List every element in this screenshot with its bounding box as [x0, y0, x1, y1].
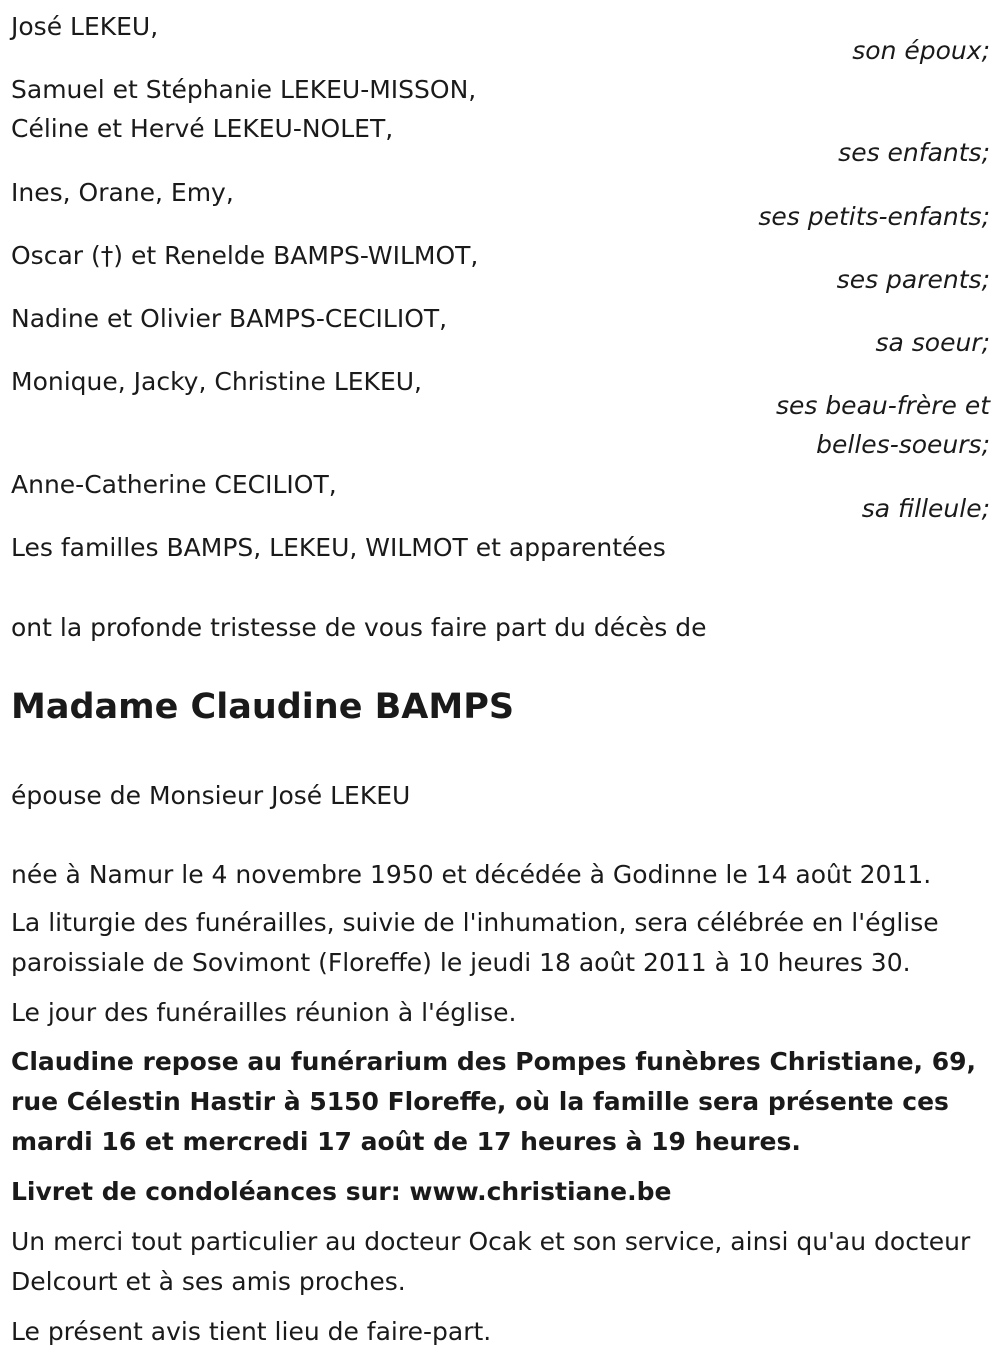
deceased-name: Madame Claudine BAMPS — [11, 687, 515, 727]
extended-families: Les familles BAMPS, LEKEU, WILMOT et apparentées — [11, 533, 666, 562]
grandchildren-role: ses petits-enfants; — [758, 202, 990, 231]
in-laws-role-line-2: belles-soeurs; — [816, 430, 990, 459]
funerarium-info: Claudine repose au funérarium des Pompes funèbres Christiane, 69, rue Célestin Hastir à 5150 Floreffe, où la famille sera présente ces mardi 16 et mercredi 17 août de 17 heures à 19 heures. — [11, 1047, 977, 1156]
thanks-message: Un merci tout particulier au docteur Ocak et son service, ainsi qu'au docteur Delcourt et à ses amis proches. — [11, 1227, 971, 1296]
in-laws-role-line-1: ses beau-frère et — [775, 391, 990, 420]
children-role: ses enfants; — [838, 138, 990, 167]
notice-text: Le présent avis tient lieu de faire-part. — [11, 1317, 492, 1346]
spouse-of: épouse de Monsieur José LEKEU — [11, 781, 411, 810]
child-couple-1: Samuel et Stéphanie LEKEU-MISSON, — [11, 75, 477, 104]
in-laws: Monique, Jacky, Christine LEKEU, — [11, 367, 422, 396]
birth-death-info: née à Namur le 4 novembre 1950 et décédée à Godinne le 14 août 2011. — [11, 860, 932, 889]
parents: Oscar (†) et Renelde BAMPS-WILMOT, — [11, 241, 479, 270]
child-couple-2: Céline et Hervé LEKEU-NOLET, — [11, 114, 394, 143]
meeting-info: Le jour des funérailles réunion à l'église. — [11, 998, 517, 1027]
sister-role: sa soeur; — [875, 328, 990, 357]
goddaughter: Anne-Catherine CECILIOT, — [11, 470, 337, 499]
grandchildren: Ines, Orane, Emy, — [11, 178, 234, 207]
sister: Nadine et Olivier BAMPS-CECILIOT, — [11, 304, 448, 333]
spouse-role: son époux; — [852, 36, 990, 65]
spouse-name: José LEKEU, — [11, 12, 159, 41]
announcement-intro: ont la profonde tristesse de vous faire part du décès de — [11, 613, 707, 642]
liturgy-info: La liturgie des funérailles, suivie de l'inhumation, sera célébrée en l'église paroissiale de Sovimont (Floreffe) le jeudi 18 août 2011 à 10 heures 30. — [11, 908, 939, 977]
goddaughter-role: sa filleule; — [861, 494, 990, 523]
parents-role: ses parents; — [836, 265, 990, 294]
condolences-link: Livret de condoléances sur: www.christiane.be — [11, 1177, 672, 1206]
